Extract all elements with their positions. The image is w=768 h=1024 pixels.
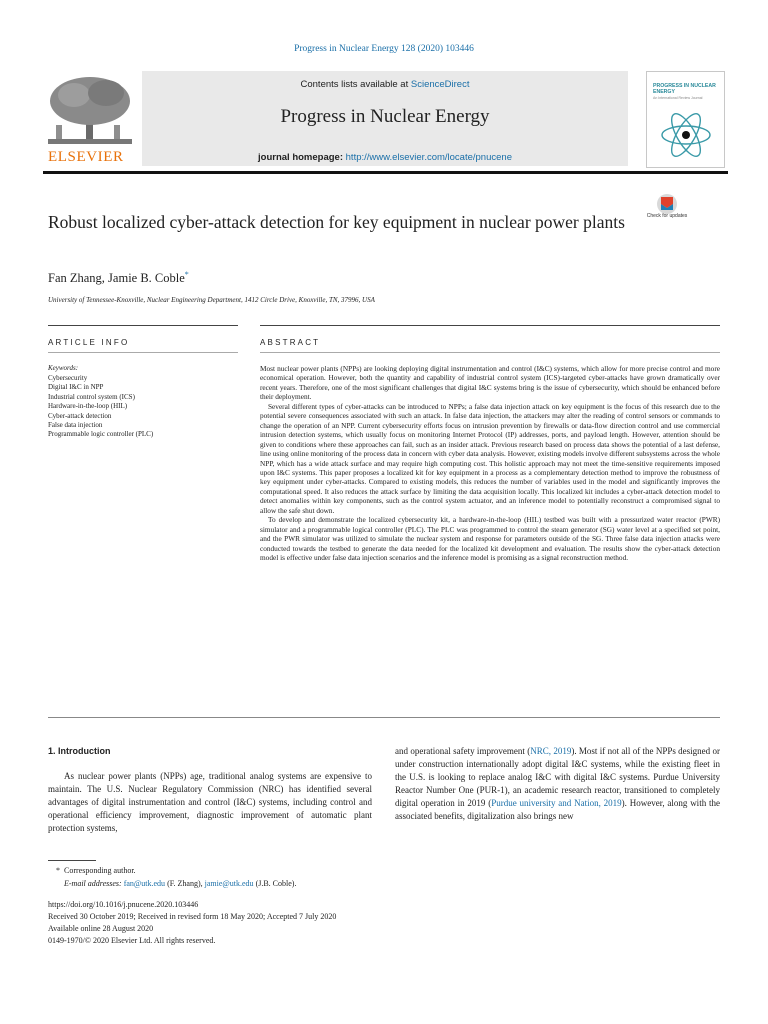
email-link[interactable]: jamie@utk.edu	[204, 879, 254, 888]
citation-link[interactable]: NRC, 2019	[530, 746, 572, 756]
copyright-notice: 0149-1970/© 2020 Elsevier Ltd. All rights reserved.	[48, 936, 216, 945]
intro-text: ). Most if not all of the NPPs designed or under construction internationally adopt digital I&C systems, while the existing fleet in the U.S. is looking to replace analog I&C with digital I&C systems. Purdue University Reactor Number One (PUR-1), an academic research reactor, transitioned to completely digital operation in 2019 (	[395, 746, 720, 808]
doi-link[interactable]: https://doi.org/10.1016/j.pnucene.2020.103446	[48, 900, 199, 909]
abstract-body	[260, 364, 720, 563]
authors-text: Fan Zhang, Jamie B. Coble	[48, 271, 185, 286]
keyword-item: Programmable logic controller (PLC)	[48, 430, 154, 439]
introduction-left-column	[48, 770, 372, 835]
keyword-item: False data injection	[48, 421, 103, 430]
corresponding-label: Corresponding author.	[64, 866, 136, 875]
crossmark-icon	[645, 193, 689, 215]
keyword-item: Cyber-attack detection	[48, 411, 112, 420]
citation-link[interactable]: Purdue university and Nation, 2019	[491, 798, 622, 808]
received-dates: Received 30 October 2019; Received in revised form 18 May 2020; Accepted 7 July 2020	[48, 912, 337, 921]
journal-citation[interactable]: Progress in Nuclear Energy 128 (2020) 103446	[294, 44, 474, 54]
article-title: Robust localized cyber-attack detection for key equipment in nuclear power plants	[48, 212, 625, 232]
crossmark-label: Check for updates	[646, 213, 688, 219]
cover-subtitle: An International Review Journal	[653, 96, 703, 100]
keyword-item: Cybersecurity	[48, 374, 88, 382]
abstract-heading: ABSTRACT	[260, 338, 321, 347]
introduction-paragraph-continued	[395, 745, 720, 823]
journal-cover-thumbnail[interactable]	[646, 71, 725, 168]
footnote-rule	[48, 860, 96, 861]
corresponding-author-mark[interactable]: *	[184, 270, 189, 279]
author-list	[48, 270, 189, 286]
homepage-link[interactable]: http://www.elsevier.com/locate/pnucene	[345, 152, 512, 163]
email-owner: (F. Zhang),	[165, 879, 205, 888]
email-addresses	[64, 879, 296, 888]
keyword-item: Digital I&C in NPP	[48, 383, 104, 392]
journal-homepage-line	[142, 152, 628, 163]
footnote-star: *	[56, 866, 60, 875]
intro-text: ). However, along with the associated benefits, digitalization also brings new	[395, 798, 720, 821]
email-owner: (J.B. Coble).	[253, 879, 297, 888]
check-for-updates-badge[interactable]	[645, 193, 689, 233]
introduction-paragraph: As nuclear power plants (NPPs) age, traditional analog systems are expensive to maintain. The U.S. Nuclear Regulatory Commission (NRC) has identified several advantages of digital instrumentation and control (I&C) systems, including control and operational efficiency improvement, diagnostic improvement of automatic plant protection systems,	[48, 771, 372, 833]
atom-icon	[659, 110, 713, 160]
introduction-heading: 1. Introduction	[48, 746, 111, 756]
abstract-paragraph: Several different types of cyber-attacks can be introduced to NPPs; a false data injection attack on key equipment is the focus of this research due to the potential severe consequences associated with such an attack. In false data injection, the attackers may alter the reading of control sensors or commands to change the operation of an NPP. Current cybersecurity efforts focus on intrusion prevention by firewalls or data-flow direction control and use commercial intrusion detection systems, which usually focus on monitoring Internet Protocol (IP) addresses, ports, and payload length. However, attention should be given to conditions where these approaches can fail, such as an insider attack. Previous research based on process data shows the potential of a last defense, line using online monitoring of the process data in concern with cyber data analysis. However, existing models involve different subsystems across the whole NPP, which has a wide attack surface and may require high computing cost. This holistic approach may not meet the time-sensitive requirements imposed upon I&C systems. This paper proposes a localized kit for key equipment in a process as a complementary detection method to improve the robustness of key equipment under cyber-attacks. Compared to existing models, this reduces the number of variables used in the model and significantly improves the computational speed. It also reduces the attack surface by limiting the data acquisition locally. This localized kit includes a cyber-attack detection model to detect anomalies within key components, such as the control system actuator, and an inference model to potentially reconstruct a compromised signal to allow the safe shut down.	[260, 401, 720, 515]
email-label: E-mail addresses:	[64, 879, 124, 888]
keyword-item: Hardware-in-the-loop (HIL)	[48, 402, 128, 411]
abstract-rule	[260, 325, 720, 326]
introduction-right-column	[395, 745, 720, 823]
email-link[interactable]: fan@utk.edu	[123, 879, 166, 888]
keyword-item: Industrial control system (ICS)	[48, 392, 135, 401]
sciencedirect-link[interactable]: ScienceDirect	[410, 79, 470, 90]
cover-title: PROGRESS IN NUCLEAR ENERGY	[653, 83, 716, 95]
intro-text: and operational safety improvement (	[395, 746, 531, 756]
abstract-paragraph: Most nuclear power plants (NPPs) are looking deploying digital instrumentation and control (I&C) systems, which allow for more precise control and more economical operation. However, both the quantity and capability of industrial control system (ICS)-targeted cyber-attacks have grown dramatically over recent years. Therefore, one of the most significant challenges that digital I&C systems bring is the issue of cybersecurity, which should be enhanced before their deployment.	[260, 364, 720, 402]
header-rule	[43, 171, 728, 174]
article-info-rule	[48, 325, 238, 326]
available-online-date: Available online 28 August 2020	[48, 924, 154, 933]
elsevier-wordmark: ELSEVIER	[48, 149, 124, 165]
contents-line	[142, 79, 628, 90]
journal-title: Progress in Nuclear Energy	[280, 106, 490, 127]
homepage-label: journal homepage:	[258, 152, 346, 163]
abstract-subrule	[260, 352, 720, 353]
keywords-list	[48, 374, 153, 440]
contents-prefix: Contents lists available at	[300, 79, 411, 90]
article-info-heading: ARTICLE INFO	[48, 338, 130, 347]
keywords-label: Keywords:	[48, 364, 79, 372]
abstract-paragraph: To develop and demonstrate the localized cybersecurity kit, a hardware-in-the-loop (HIL) testbed was built with a pressurized water reactor (PWR) simulator and a programmable logical controller (PLC). The PLC was programmed to control the steam generator (SG) water level at a specified set point, and the PWR simulator was utilized to simulate the nuclear system and response for parameters outside of the SG. Three false data injection attacks were conducted towards the testbed to generate the data needed for the localized kit development and evaluation. The results show the cyber-attack detection model is effective under false data injection scenarios and the inference model is promising as a signal reconstruction method.	[260, 515, 720, 563]
affiliation: University of Tennessee-Knoxville, Nuclear Engineering Department, 1412 Circle Drive, Knoxville, TN, 37996, USA	[48, 296, 375, 304]
corresponding-author-note	[56, 866, 136, 875]
abstract-end-rule	[48, 717, 720, 718]
article-info-subrule	[48, 352, 238, 353]
